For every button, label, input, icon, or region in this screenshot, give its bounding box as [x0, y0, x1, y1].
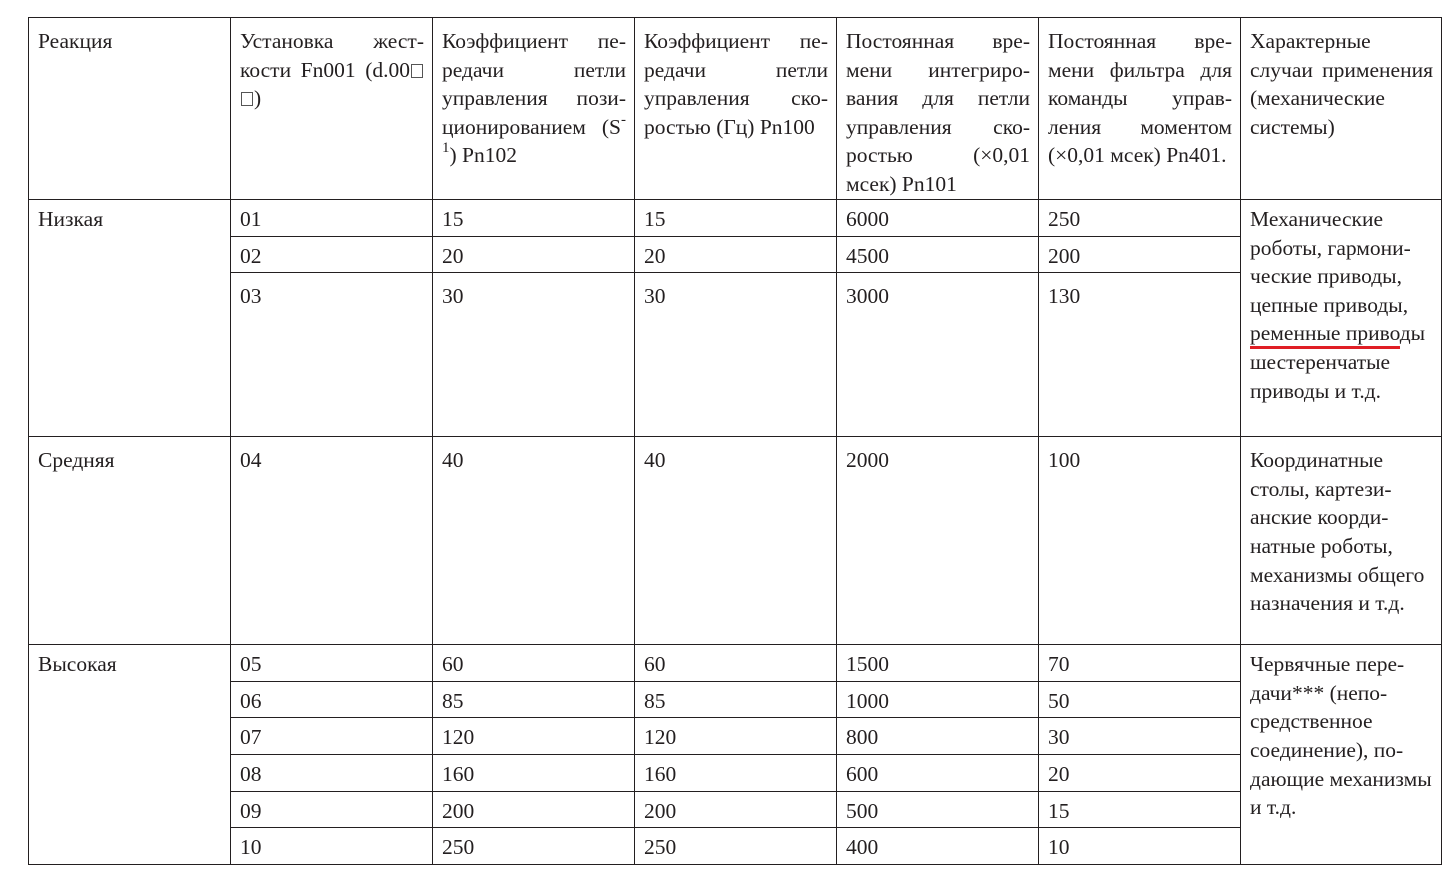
cell-integration-time: 1500: [837, 645, 1039, 682]
header-stiffness-setting: [231, 18, 433, 200]
stiffness-table: [28, 17, 1442, 865]
cell-setting: 01: [231, 200, 433, 237]
cell-speed-gain: 85: [635, 681, 837, 718]
application-low: [1241, 200, 1442, 437]
cell-speed-gain: 60: [635, 645, 837, 682]
cell-integration-time: 500: [837, 791, 1039, 828]
cell-integration-time: 3000: [837, 273, 1039, 437]
header-filter-time: Постоянная времени фильтра для команды управления моментом (×0,01 мсек) Pn401.: [1039, 18, 1241, 200]
table-row: [29, 791, 1442, 828]
cell-integration-time: 400: [837, 828, 1039, 865]
cell-filter-time: 70: [1039, 645, 1241, 682]
cell-filter-time: 30: [1039, 718, 1241, 755]
cell-speed-gain: 30: [635, 273, 837, 437]
cell-integration-time: 4500: [837, 236, 1039, 273]
cell-filter-time: 20: [1039, 754, 1241, 791]
cell-integration-time: 800: [837, 718, 1039, 755]
cell-setting: 07: [231, 718, 433, 755]
cell-position-gain: 60: [433, 645, 635, 682]
table-row: [29, 828, 1442, 865]
table-row: [29, 754, 1442, 791]
cell-filter-time: 200: [1039, 236, 1241, 273]
cell-speed-gain: 15: [635, 200, 837, 237]
cell-setting: 08: [231, 754, 433, 791]
cell-speed-gain: 200: [635, 791, 837, 828]
table-row: [29, 236, 1442, 273]
cell-setting: 03: [231, 273, 433, 437]
cell-position-gain: 200: [433, 791, 635, 828]
header-position-gain-text: Коэффициент передачи петли управления позиционированием (S: [442, 29, 626, 139]
header-integration-time: Постоянная времени интегрирования для петли управления скоростью (×0,01 мсек) Pn101: [837, 18, 1039, 200]
cell-speed-gain: 40: [635, 437, 837, 645]
cell-filter-time: 15: [1039, 791, 1241, 828]
header-position-gain-param: ) Pn102: [449, 143, 517, 168]
cell-position-gain: 30: [433, 273, 635, 437]
header-stiffness-close: ): [254, 86, 262, 111]
cell-filter-time: 130: [1039, 273, 1241, 437]
cell-speed-gain: 120: [635, 718, 837, 755]
cell-setting: 02: [231, 236, 433, 273]
cell-position-gain: 20: [433, 236, 635, 273]
cell-integration-time: 600: [837, 754, 1039, 791]
group-label-medium: Средняя: [29, 437, 231, 645]
application-low-text-a: Механические роботы, гармонические приводы, цепные приводы,: [1250, 207, 1411, 317]
cell-speed-gain: 160: [635, 754, 837, 791]
table-row: [29, 273, 1442, 437]
cell-setting: 04: [231, 437, 433, 645]
application-high: Червячные передачи*** (непосредственное соединение), подающие механизмы и т.д.: [1241, 645, 1442, 865]
group-label-low: Низкая: [29, 200, 231, 437]
cell-integration-time: 2000: [837, 437, 1039, 645]
cell-filter-time: 250: [1039, 200, 1241, 237]
cell-setting: 06: [231, 681, 433, 718]
placeholder-box-icon: [241, 92, 253, 106]
cell-speed-gain: 20: [635, 236, 837, 273]
header-row: [29, 18, 1442, 200]
header-reaction: Реакция: [29, 18, 231, 200]
header-position-gain: [433, 18, 635, 200]
group-label-high: Высокая: [29, 645, 231, 865]
cell-filter-time: 100: [1039, 437, 1241, 645]
placeholder-box-icon: [411, 64, 423, 78]
header-stiffness-text: Установка жесткости Fn001 (d.00: [240, 29, 424, 82]
cell-position-gain: 160: [433, 754, 635, 791]
table-row: [29, 200, 1442, 237]
cell-filter-time: 50: [1039, 681, 1241, 718]
header-applications: Характерные случаи применения (механические системы): [1241, 18, 1442, 200]
cell-setting: 10: [231, 828, 433, 865]
cell-filter-time: 10: [1039, 828, 1241, 865]
table-row: [29, 437, 1442, 645]
cell-setting: 09: [231, 791, 433, 828]
cell-integration-time: 1000: [837, 681, 1039, 718]
header-speed-gain: Коэффициент передачи петли управления скоростью (Гц) Pn100: [635, 18, 837, 200]
cell-position-gain: 40: [433, 437, 635, 645]
cell-position-gain: 85: [433, 681, 635, 718]
table-row: [29, 645, 1442, 682]
cell-speed-gain: 250: [635, 828, 837, 865]
application-low-underlined: ременные приво: [1250, 321, 1400, 349]
cell-position-gain: 120: [433, 718, 635, 755]
application-low-text-b: ды шестеренчатые приводы и т.д.: [1250, 321, 1426, 403]
application-medium: Координатные столы, картезианские координатные роботы, механизмы общего назначения и т.д.: [1241, 437, 1442, 645]
cell-integration-time: 6000: [837, 200, 1039, 237]
table-row: [29, 681, 1442, 718]
cell-position-gain: 250: [433, 828, 635, 865]
cell-setting: 05: [231, 645, 433, 682]
table-row: [29, 718, 1442, 755]
cell-position-gain: 15: [433, 200, 635, 237]
header-position-gain-superscript: -1: [442, 111, 626, 157]
